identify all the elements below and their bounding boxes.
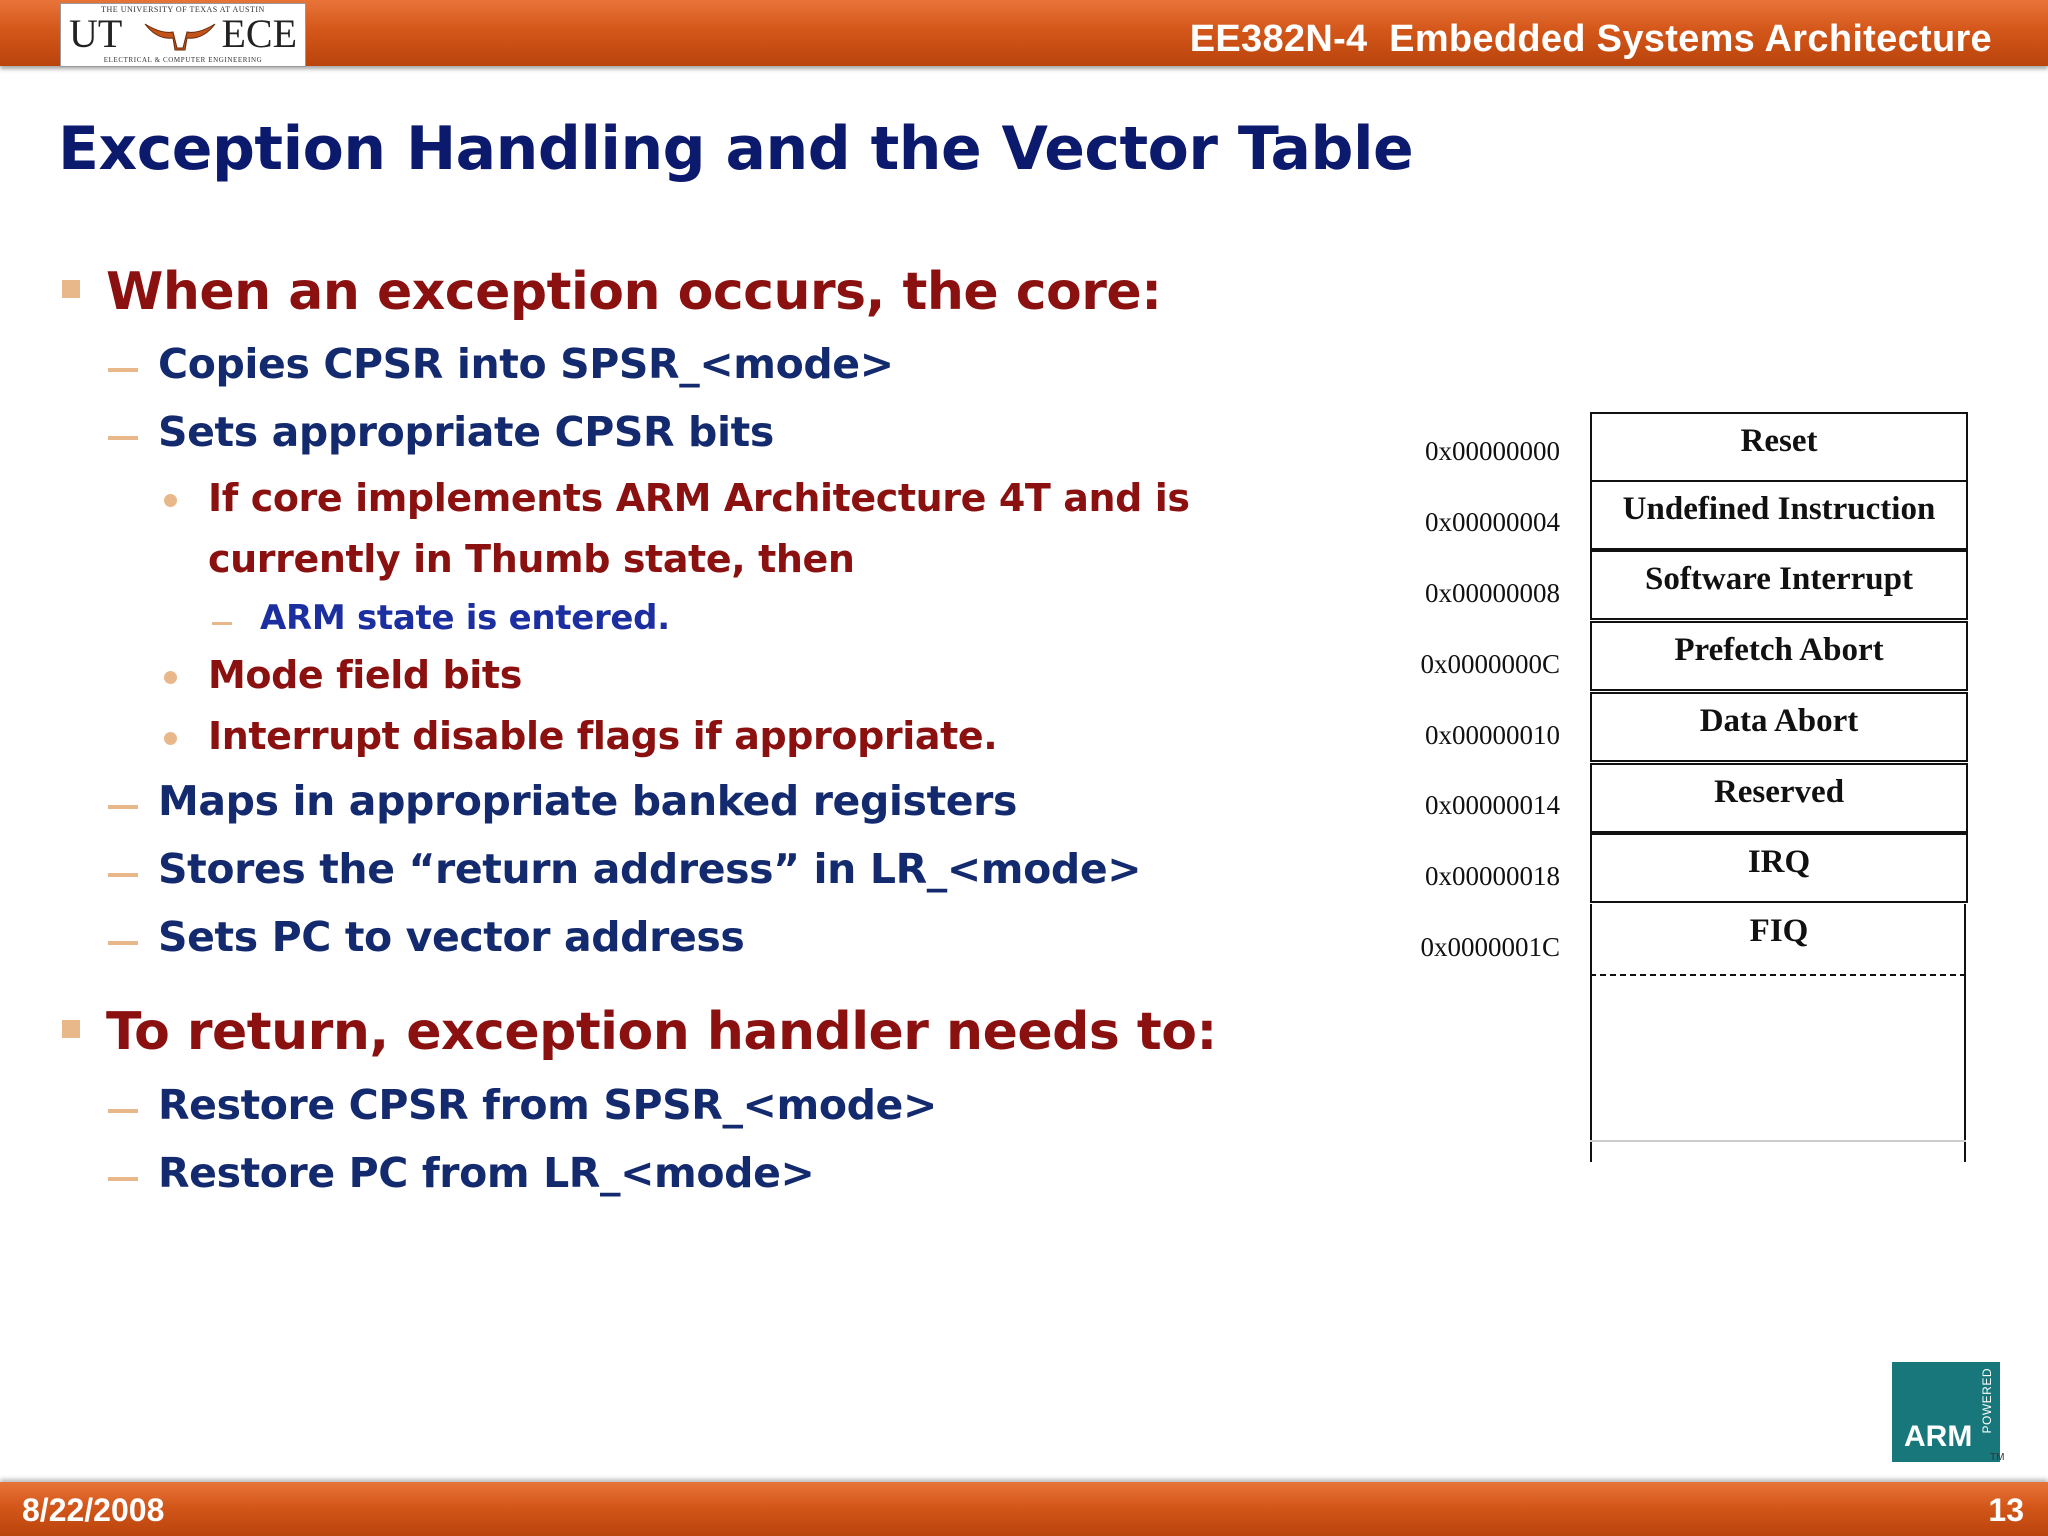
bullet-dash-icon: [108, 1177, 138, 1181]
bullet-dot-icon: [164, 494, 177, 507]
vector-entry: Reset: [1590, 412, 1968, 482]
vector-address: 0x0000000C: [1420, 649, 1560, 679]
vector-entry: IRQ: [1590, 833, 1968, 903]
bullet-level3: Interrupt disable flags if appropriate.: [208, 714, 998, 758]
page-number: 13: [1988, 1492, 2024, 1528]
bullet-dash-icon: [108, 941, 138, 945]
bullet-dash-icon: [108, 1109, 138, 1113]
bullet-dash-icon: [108, 805, 138, 809]
bullet-dash-icon: [108, 873, 138, 877]
logo-ece-text: ECE: [221, 11, 297, 56]
arm-logo-text: ARM: [1904, 1420, 1973, 1453]
bullet-square-icon: [62, 1020, 80, 1038]
bullet-dot-icon: [164, 671, 177, 684]
logo-ut-text: UT: [69, 11, 123, 56]
vector-address: 0x00000000: [1425, 436, 1560, 466]
vector-address: 0x00000010: [1425, 720, 1560, 750]
bullet-level3: If core implements ARM Architecture 4T and is: [208, 476, 1190, 520]
vector-entry: Prefetch Abort: [1590, 621, 1968, 691]
vector-address: 0x00000014: [1425, 790, 1560, 820]
bullet-dash-icon: [108, 436, 138, 440]
logo-bottom-text: ELECTRICAL & COMPUTER ENGINEERING: [103, 56, 263, 64]
bullet-level3: Mode field bits: [208, 653, 522, 697]
bullet-level1: When an exception occurs, the core:: [106, 262, 1162, 322]
longhorn-icon: [143, 18, 217, 52]
vector-table-bottom-edge: [1590, 1140, 1966, 1142]
course-title: EE382N-4 Embedded Systems Architecture: [1189, 18, 1992, 60]
arm-powered-text: POWERED: [1980, 1368, 1994, 1434]
vector-entry: Reserved: [1590, 763, 1968, 833]
footer-bar: [0, 1482, 2048, 1536]
vector-entry: FIQ: [1749, 913, 1809, 949]
vector-entry: Data Abort: [1590, 692, 1968, 762]
bullet-level2: Sets appropriate CPSR bits: [158, 408, 774, 456]
bullet-level2: Maps in appropriate banked registers: [158, 777, 1017, 825]
bullet-dash-icon: [212, 622, 232, 625]
footer-date: 8/22/2008: [22, 1492, 165, 1528]
ut-ece-logo: [60, 3, 306, 67]
arm-powered-logo: [1892, 1362, 2000, 1462]
vector-table-dashed-separator: [1590, 974, 1966, 976]
bullet-level2: Restore PC from LR_<mode>: [158, 1149, 815, 1197]
vector-entry: Undefined Instruction: [1590, 480, 1968, 550]
bullet-dash-icon: [108, 368, 138, 372]
logo-top-text: THE UNIVERSITY OF TEXAS AT AUSTIN: [101, 5, 265, 14]
bullet-level2: Restore CPSR from SPSR_<mode>: [158, 1081, 937, 1129]
vector-address: 0x00000004: [1425, 507, 1560, 537]
slide-title: Exception Handling and the Vector Table: [58, 114, 1414, 184]
bullet-level3-continuation: currently in Thumb state, then: [208, 537, 855, 581]
vector-entry: Software Interrupt: [1590, 550, 1968, 620]
arm-trademark: TM: [1990, 1452, 2005, 1463]
bullet-level4: ARM state is entered.: [260, 598, 670, 638]
bullet-level2: Stores the “return address” in LR_<mode>: [158, 845, 1142, 893]
vector-address: 0x0000001C: [1420, 932, 1560, 962]
bullet-level2: Sets PC to vector address: [158, 913, 745, 961]
header-bar: [0, 0, 2048, 66]
vector-address: 0x00000018: [1425, 861, 1560, 891]
bullet-dot-icon: [164, 732, 177, 745]
vector-address: 0x00000008: [1425, 578, 1560, 608]
bullet-level2: Copies CPSR into SPSR_<mode>: [158, 340, 894, 388]
bullet-level1: To return, exception handler needs to:: [106, 1002, 1217, 1062]
bullet-square-icon: [62, 280, 80, 298]
